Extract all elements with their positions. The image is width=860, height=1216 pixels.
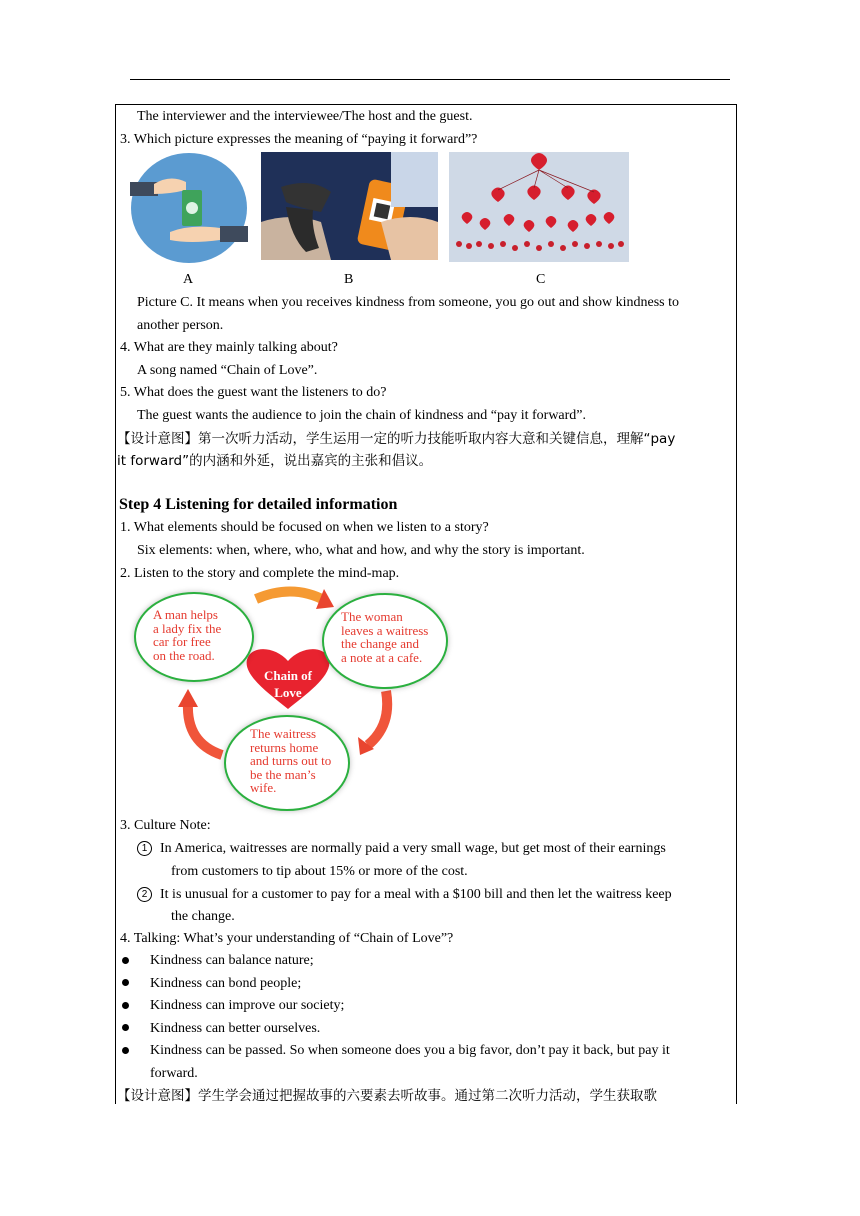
picture-a (130, 152, 248, 264)
culture-note-2-text: It is unusual for a customer to pay for a meal with a $100 bill and then let the waitress keep (160, 887, 672, 902)
design-intent: it forward”的内涵和外延，说出嘉宾的主张和倡议。 (117, 453, 433, 469)
question-2: 2. Listen to the story and complete the mind-map. (120, 566, 400, 581)
bullet-item-cont: forward. (150, 1066, 198, 1081)
answer-text: Picture C. It means when you receives kindness from someone, you go out and show kindness to (137, 295, 680, 310)
question-4-talking: 4. Talking: What’s your understanding of “Chain of Love”? (120, 931, 454, 946)
bullet-item: Kindness can better ourselves. (150, 1021, 321, 1036)
question-3: 3. Which picture expresses the meaning of “paying it forward”? (120, 132, 478, 147)
number-2-marker: 2 (137, 887, 152, 902)
culture-note-1-text: In America, waitresses are normally paid a very small wage, but get most of their earnings (160, 841, 666, 856)
number-1-marker: 1 (137, 841, 152, 856)
question-3-culture: 3. Culture Note: (120, 818, 211, 833)
answer-text: The guest wants the audience to join the chain of kindness and “pay it forward”. (137, 408, 587, 423)
label-b: B (344, 272, 354, 287)
bullet-item: Kindness can improve our society; (150, 998, 345, 1013)
question-5: 5. What does the guest want the listeners to do? (120, 385, 387, 400)
answer-text: another person. (137, 318, 224, 333)
culture-note-2-cont: the change. (171, 909, 235, 924)
picture-b (261, 152, 438, 260)
design-intent: 【设计意图】学生学会通过把握故事的六要素去听故事。通过第二次听力活动，学生获取歌 (117, 1088, 657, 1104)
bullet-icon (122, 957, 129, 964)
bullet-item: Kindness can bond people; (150, 976, 302, 991)
answer-text: A song named “Chain of Love”. (137, 363, 318, 378)
answer-text: Six elements: when, where, who, what and how, and why the story is important. (137, 543, 585, 558)
mind-map-node-3 (224, 715, 350, 811)
node-3-text: The waitress returns home and turns out to be the man’s wife. (250, 726, 332, 795)
mind-map-center: Chain of Love (263, 668, 313, 700)
section-heading: Step 4 Listening for detailed information (119, 496, 398, 513)
header-rule (130, 79, 730, 80)
node-2-text: The woman leaves a waitress the change and a note at a cafe. (341, 609, 429, 665)
label-c: C (536, 272, 546, 287)
bullet-icon (122, 979, 129, 986)
mind-map (128, 585, 458, 810)
picture-c (449, 152, 629, 262)
design-intent: 【设计意图】第一次听力活动，学生运用一定的听力技能听取内容大意和关键信息，理解“pay (117, 431, 676, 447)
node-1-text: A man helps a lady fix the car for free on the road. (153, 607, 222, 663)
bullet-icon (122, 1047, 129, 1054)
bullet-icon (122, 1024, 129, 1031)
culture-note-1 (137, 840, 666, 858)
answer-text: The interviewer and the interviewee/The host and the guest. (137, 109, 473, 124)
bullet-icon (122, 1002, 129, 1009)
question-4: 4. What are they mainly talking about? (120, 340, 338, 355)
bullet-item: Kindness can balance nature; (150, 953, 314, 968)
label-a: A (183, 272, 194, 287)
question-1: 1. What elements should be focused on when we listen to a story? (120, 520, 489, 535)
culture-note-1-cont: from customers to tip about 15% or more of the cost. (171, 864, 468, 879)
mind-map-node-1 (134, 592, 254, 682)
bullet-item: Kindness can be passed. So when someone does you a big favor, don’t pay it back, but pay it (150, 1043, 670, 1058)
culture-note-2 (137, 886, 672, 904)
mind-map-node-2 (322, 593, 448, 689)
